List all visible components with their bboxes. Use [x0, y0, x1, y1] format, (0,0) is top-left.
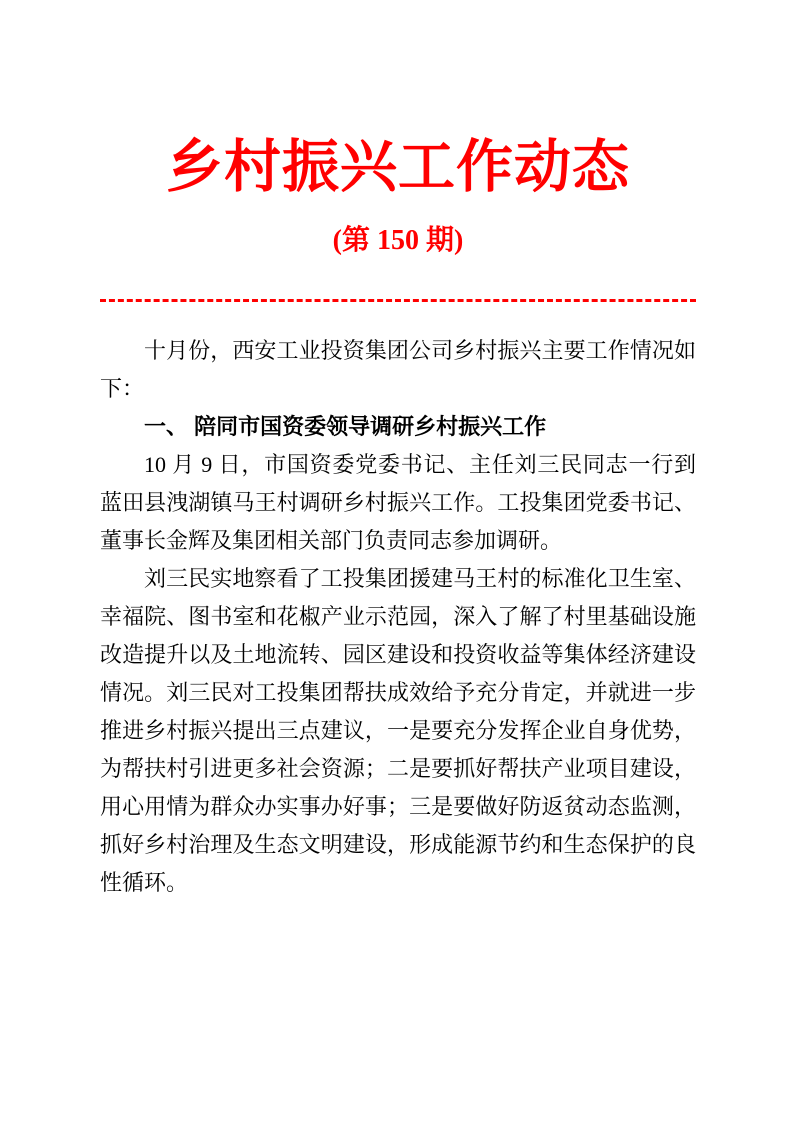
document-content	[100, 0, 696, 902]
body-paragraph: 10 月 9 日，市国资委党委书记、主任刘三民同志一行到蓝田县洩湖镇马王村调研乡村振兴工作。工投集团党委书记、董事长金辉及集团相关部门负责同志参加调研。	[100, 452, 696, 554]
body-paragraph: 刘三民实地察看了工投集团援建马王村的标准化卫生室、幸福院、图书室和花椒产业示范园，深入了解了村里基础设施改造提升以及土地流转、园区建设和投资收益等集体经济建设情况。刘三民对工投集团帮扶成效给予充分肯定，并就进一步推进乡村振兴提出三点建议，一是要充分发挥企业自身优势，为帮扶村引进更多社会资源；二是要抓好帮扶产业项目建设，用心用情为群众办实事办好事；三是要做好防返贫动态监测，抓好乡村治理及生态文明建设，形成能源节约和生态保护的良性循环。	[100, 566, 696, 896]
issue-number: (第 150 期)	[332, 224, 464, 256]
document-title: 乡村振兴工作动态	[166, 136, 630, 199]
section-heading: 一、 陪同市国资委领导调研乡村振兴工作	[144, 414, 547, 440]
red-dashed-divider	[100, 299, 696, 302]
document-body	[100, 332, 696, 902]
intro-paragraph: 十月份，西安工业投资集团公司乡村振兴主要工作情况如下：	[100, 338, 696, 402]
